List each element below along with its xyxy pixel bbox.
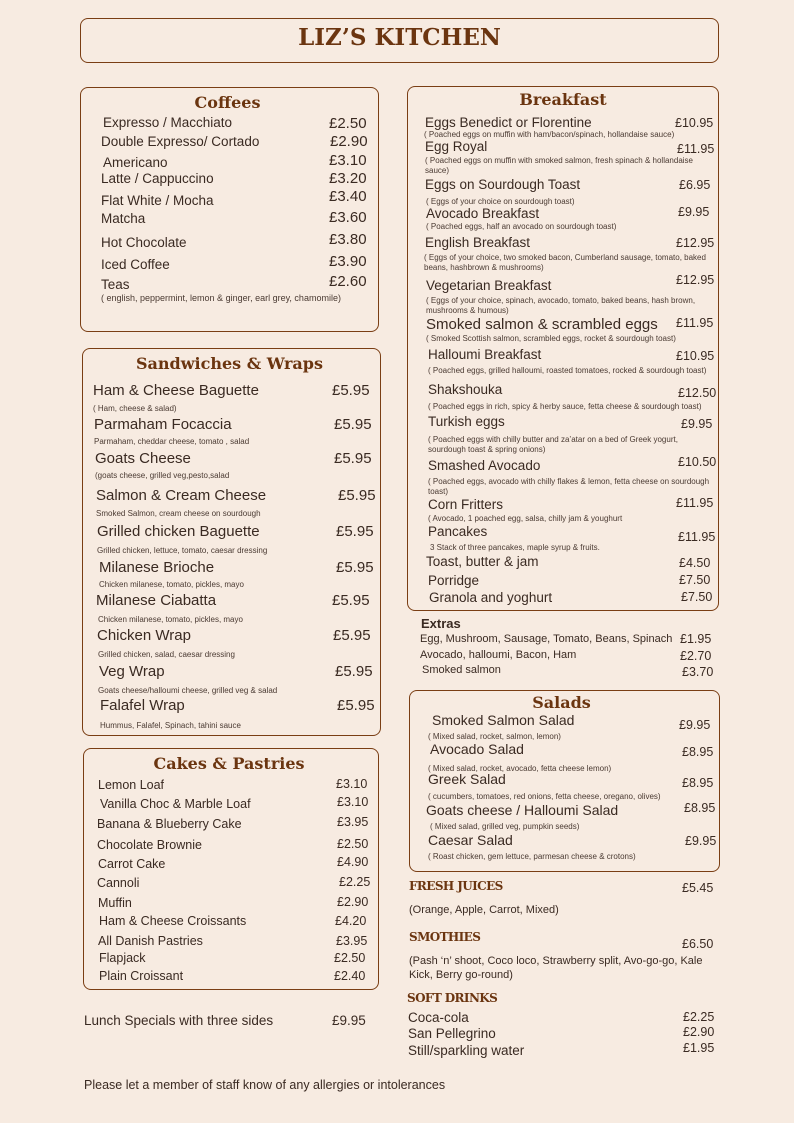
menu-item-name: Goats cheese / Halloumi Salad <box>426 802 619 818</box>
menu-item-price: £5.95 <box>334 416 372 433</box>
menu-item-price: £3.20 <box>329 170 367 187</box>
menu-item-price: £8.95 <box>682 776 714 790</box>
menu-item-name: Ham & Cheese Croissants <box>99 914 247 928</box>
menu-item-name: Toast, butter & jam <box>426 554 539 569</box>
menu-item-price: £12.95 <box>676 236 715 250</box>
juices-title: FRESH JUICES <box>409 879 503 893</box>
menu-item-name: Carrot Cake <box>98 857 166 871</box>
menu-item-desc: Chicken milanese, tomato, pickles, mayo <box>99 580 244 589</box>
menu-item-name: Banana & Blueberry Cake <box>97 817 242 831</box>
menu-item-name: Expresso / Macchiato <box>103 115 233 130</box>
menu-item-price: £3.10 <box>336 777 368 791</box>
drink-price: £1.95 <box>683 1041 715 1055</box>
allergy-note: Please let a member of staff know of any allergies or intolerances <box>84 1078 446 1092</box>
menu-item-price: £2.60 <box>329 273 367 290</box>
menu-item-name: Plain Croissant <box>99 969 184 983</box>
menu-item-name: English Breakfast <box>425 235 531 250</box>
menu-item-name: Eggs on Sourdough Toast <box>425 177 581 192</box>
menu-item-desc: ( Poached eggs in rich, spicy & herby sauce, fetta cheese & sourdough toast) <box>428 402 702 411</box>
menu-item-name: Halloumi Breakfast <box>428 347 542 362</box>
menu-item-price: £5.95 <box>333 627 371 644</box>
menu-item-name: Egg Royal <box>425 139 488 154</box>
menu-item-name: Granola and yoghurt <box>429 590 553 605</box>
menu-item-name: Americano <box>103 155 168 170</box>
menu-item-price: £9.95 <box>678 205 710 219</box>
menu-item-desc: Hummus, Falafel, Spinach, tahini sauce <box>100 721 241 730</box>
menu-item-desc: ( cucumbers, tomatoes, red onions, fetta cheese, oregano, olives) <box>428 792 661 801</box>
menu-item-name: Chocolate Brownie <box>97 838 202 852</box>
menu-item-name: Salmon & Cream Cheese <box>96 487 267 504</box>
menu-item-desc: ( Poached eggs, avocado with chilly flakes & lemon, fetta cheese on sourdough toast) <box>428 477 710 496</box>
menu-item-name: Hot Chocolate <box>101 235 187 250</box>
drink-name: Coca-cola <box>408 1010 469 1025</box>
menu-item-price: £10.95 <box>675 116 714 130</box>
menu-item-desc: ( Mixed salad, grilled veg, pumpkin seeds) <box>430 822 580 831</box>
menu-item-name: Corn Fritters <box>428 497 504 512</box>
menu-item-desc: Goats cheese/halloumi cheese, grilled veg & salad <box>98 686 278 695</box>
menu-item-desc: ( Poached eggs on muffin with smoked salmon, fresh spinach & hollandaise sauce) <box>425 156 694 175</box>
menu-item-price: £3.60 <box>329 209 367 226</box>
menu-item-price: £11.95 <box>676 496 714 510</box>
smoothies-desc: (Pash ‘n’ shoot, Coco loco, Strawberry split, Avo-go-go, Kale Kick, Berry go-round) <box>409 955 703 982</box>
menu-item-name: Cannoli <box>97 876 140 890</box>
menu-item-name: Grilled chicken Baguette <box>97 523 260 540</box>
menu-item-price: £9.95 <box>685 834 717 848</box>
extras-item-name: Smoked salmon <box>422 664 501 676</box>
menu-item-name: All Danish Pastries <box>98 934 203 948</box>
menu-item-price: £8.95 <box>682 745 714 759</box>
lunch-specials-price: £9.95 <box>332 1013 366 1028</box>
menu-item-price: £7.50 <box>679 573 711 587</box>
menu-item-desc: ( Eggs of your choice, two smoked bacon, Cumberland sausage, tomato, baked beans, hashbrown & mushrooms) <box>424 253 706 272</box>
menu-item-price: £5.95 <box>334 450 372 467</box>
extras-item-name: Egg, Mushroom, Sausage, Tomato, Beans, Spinach <box>420 633 673 645</box>
menu-item-name: Eggs Benedict or Florentine <box>425 115 592 130</box>
restaurant-name: LIZ’S KITCHEN <box>298 24 501 51</box>
menu-item-desc: ( Mixed salad, rocket, avocado, fetta cheese lemon) <box>428 764 612 773</box>
menu-item-price: £2.25 <box>339 875 371 889</box>
drink-name: San Pellegrino <box>408 1026 496 1041</box>
breakfast-title: Breakfast <box>519 90 607 109</box>
menu-item-name: Smoked salmon & scrambled eggs <box>426 316 658 333</box>
menu-item-desc: ( Smoked Scottish salmon, scrambled eggs, rocket & sourdough toast) <box>426 334 676 343</box>
menu-item-price: £11.95 <box>676 316 714 330</box>
lunch-specials-label: Lunch Specials with three sides <box>84 1013 274 1028</box>
menu-item-price: £5.95 <box>335 663 373 680</box>
menu-item-price: £4.20 <box>335 914 367 928</box>
menu-item-name: Latte / Cappuccino <box>101 171 214 186</box>
menu-item-price: £5.95 <box>332 382 370 399</box>
menu-item-price: £5.95 <box>336 523 374 540</box>
extras-title: Extras <box>421 616 461 631</box>
menu-item-price: £5.95 <box>332 592 370 609</box>
menu-item-name: Muffin <box>98 896 132 910</box>
menu-item-price: £2.50 <box>329 115 367 132</box>
menu-item-desc: ( Eggs of your choice, spinach, avocado, tomato, baked beans, hash brown, mushrooms & humous) <box>426 296 696 315</box>
smoothies-price: £6.50 <box>682 937 714 951</box>
menu-item-name: Greek Salad <box>428 771 506 787</box>
menu-item-name: Pancakes <box>428 524 488 539</box>
menu-item-desc: ( Avocado, 1 poached egg, salsa, chilly jam & youghurt <box>428 514 623 523</box>
menu-item-desc: ( Poached eggs with chilly butter and za’atar on a bed of Greek yogurt, sourdough toast & spring onions) <box>428 435 678 454</box>
extras-item-price: £1.95 <box>680 632 712 646</box>
menu-item-desc: (goats cheese, grilled veg,pesto,salad <box>95 471 230 480</box>
menu-item-name: Iced Coffee <box>101 257 170 272</box>
menu-item-desc: Parmaham, cheddar cheese, tomato , salad <box>94 437 250 446</box>
menu-item-price: £3.10 <box>329 152 367 169</box>
soft-drinks-title: SOFT DRINKS <box>407 991 498 1005</box>
menu-item-name: Ham & Cheese Baguette <box>93 382 259 399</box>
menu-item-desc: ( Poached eggs on muffin with ham/bacon/spinach, hollandaise sauce) <box>424 130 675 139</box>
menu-item-price: £10.50 <box>678 455 717 469</box>
menu-item-price: £4.50 <box>679 556 711 570</box>
menu-item-desc: ( Poached eggs, grilled halloumi, roasted tomatoes, rocked & sourdough toast) <box>428 366 707 375</box>
menu-item-name: Lemon Loaf <box>98 778 165 792</box>
menu-item-price: £3.95 <box>337 815 369 829</box>
menu-item-price: £3.90 <box>329 253 367 270</box>
menu-item-desc: Smoked Salmon, cream cheese on sourdough <box>96 509 261 518</box>
menu-item-price: £9.95 <box>681 417 713 431</box>
menu-item-price: £5.95 <box>336 559 374 576</box>
menu-item-price: £5.95 <box>338 487 376 504</box>
extras-item-price: £2.70 <box>680 649 712 663</box>
menu-item-price: £5.95 <box>337 697 375 714</box>
menu-item-price: £2.90 <box>330 133 368 150</box>
menu-item-desc: ( Poached eggs, half an avocado on sourdough toast) <box>426 222 617 231</box>
menu-item-price: £2.50 <box>334 951 366 965</box>
menu-item-name: Avocado Breakfast <box>426 206 540 221</box>
drink-price: £2.90 <box>683 1025 715 1039</box>
menu-item-price: £2.90 <box>337 895 369 909</box>
menu-item-name: Parmaham Focaccia <box>94 416 232 433</box>
menu-item-name: Teas <box>101 277 130 292</box>
menu-item-price: £9.95 <box>679 718 711 732</box>
sandwiches-title: Sandwiches & Wraps <box>136 354 323 373</box>
menu-item-desc: Grilled chicken, salad, caesar dressing <box>98 650 235 659</box>
menu-item-name: Turkish eggs <box>428 414 505 429</box>
menu-item-desc: ( Mixed salad, rocket, salmon, lemon) <box>428 732 561 741</box>
menu-item-price: £7.50 <box>681 590 713 604</box>
cakes-title: Cakes & Pastries <box>153 754 305 773</box>
menu-item-price: £8.95 <box>684 801 716 815</box>
menu-item-price: £12.95 <box>676 273 715 287</box>
extras-item-price: £3.70 <box>682 665 714 679</box>
menu-item-price: £11.95 <box>677 142 715 156</box>
menu-item-desc: Chicken milanese, tomato, pickles, mayo <box>98 615 243 624</box>
juices-price: £5.45 <box>682 881 714 895</box>
menu-item-desc: ( Ham, cheese & salad) <box>93 404 177 413</box>
coffees-title: Coffees <box>194 93 261 112</box>
menu-item-desc: Grilled chicken, lettuce, tomato, caesar dressing <box>97 546 268 555</box>
menu-item-price: £2.50 <box>337 837 369 851</box>
menu-item-price: £11.95 <box>678 530 716 544</box>
menu-item-price: £12.50 <box>678 386 717 400</box>
menu-item-name: Smashed Avocado <box>428 458 541 473</box>
smoothies-title: SMOTHIES <box>409 930 481 944</box>
menu-item-desc: ( english, peppermint, lemon & ginger, earl grey, chamomile) <box>101 293 341 303</box>
menu-item-desc: ( Eggs of your choice on sourdough toast) <box>426 197 575 206</box>
menu-item-name: Vegetarian Breakfast <box>426 278 552 293</box>
menu-item-name: Milanese Ciabatta <box>96 592 217 609</box>
menu-item-price: £10.95 <box>676 349 715 363</box>
menu-item-price: £6.95 <box>679 178 711 192</box>
menu-item-name: Flapjack <box>99 951 146 965</box>
menu-item-desc: ( Roast chicken, gem lettuce, parmesan cheese & crotons) <box>428 852 636 861</box>
menu-item-price: £3.40 <box>329 188 367 205</box>
menu-item-name: Flat White / Mocha <box>101 193 214 208</box>
extras-item-name: Avocado, halloumi, Bacon, Ham <box>420 649 577 661</box>
menu-item-name: Veg Wrap <box>99 663 165 680</box>
menu-item-name: Vanilla Choc & Marble Loaf <box>100 797 251 811</box>
menu-item-name: Avocado Salad <box>430 741 524 757</box>
menu-item-name: Smoked Salmon Salad <box>432 712 575 728</box>
menu-item-name: Caesar Salad <box>428 832 513 848</box>
menu-item-name: Double Expresso/ Cortado <box>101 134 260 149</box>
menu-item-name: Goats Cheese <box>95 450 191 467</box>
menu-item-price: £3.95 <box>336 934 368 948</box>
menu-item-name: Chicken Wrap <box>97 627 191 644</box>
drink-name: Still/sparkling water <box>408 1043 525 1058</box>
menu-item-name: Porridge <box>428 573 480 588</box>
salads-title: Salads <box>532 693 591 712</box>
menu-item-name: Falafel Wrap <box>100 697 185 714</box>
menu-item-name: Milanese Brioche <box>99 559 215 576</box>
menu-item-price: £3.80 <box>329 231 367 248</box>
menu-item-desc: 3 Stack of three pancakes, maple syrup & fruits. <box>430 543 600 552</box>
menu-item-name: Shakshouka <box>428 382 503 397</box>
menu-item-price: £4.90 <box>337 855 369 869</box>
menu-item-name: Matcha <box>101 211 146 226</box>
menu-item-price: £3.10 <box>337 795 369 809</box>
menu-item-price: £2.40 <box>334 969 366 983</box>
drink-price: £2.25 <box>683 1010 715 1024</box>
juices-desc: (Orange, Apple, Carrot, Mixed) <box>409 904 559 916</box>
